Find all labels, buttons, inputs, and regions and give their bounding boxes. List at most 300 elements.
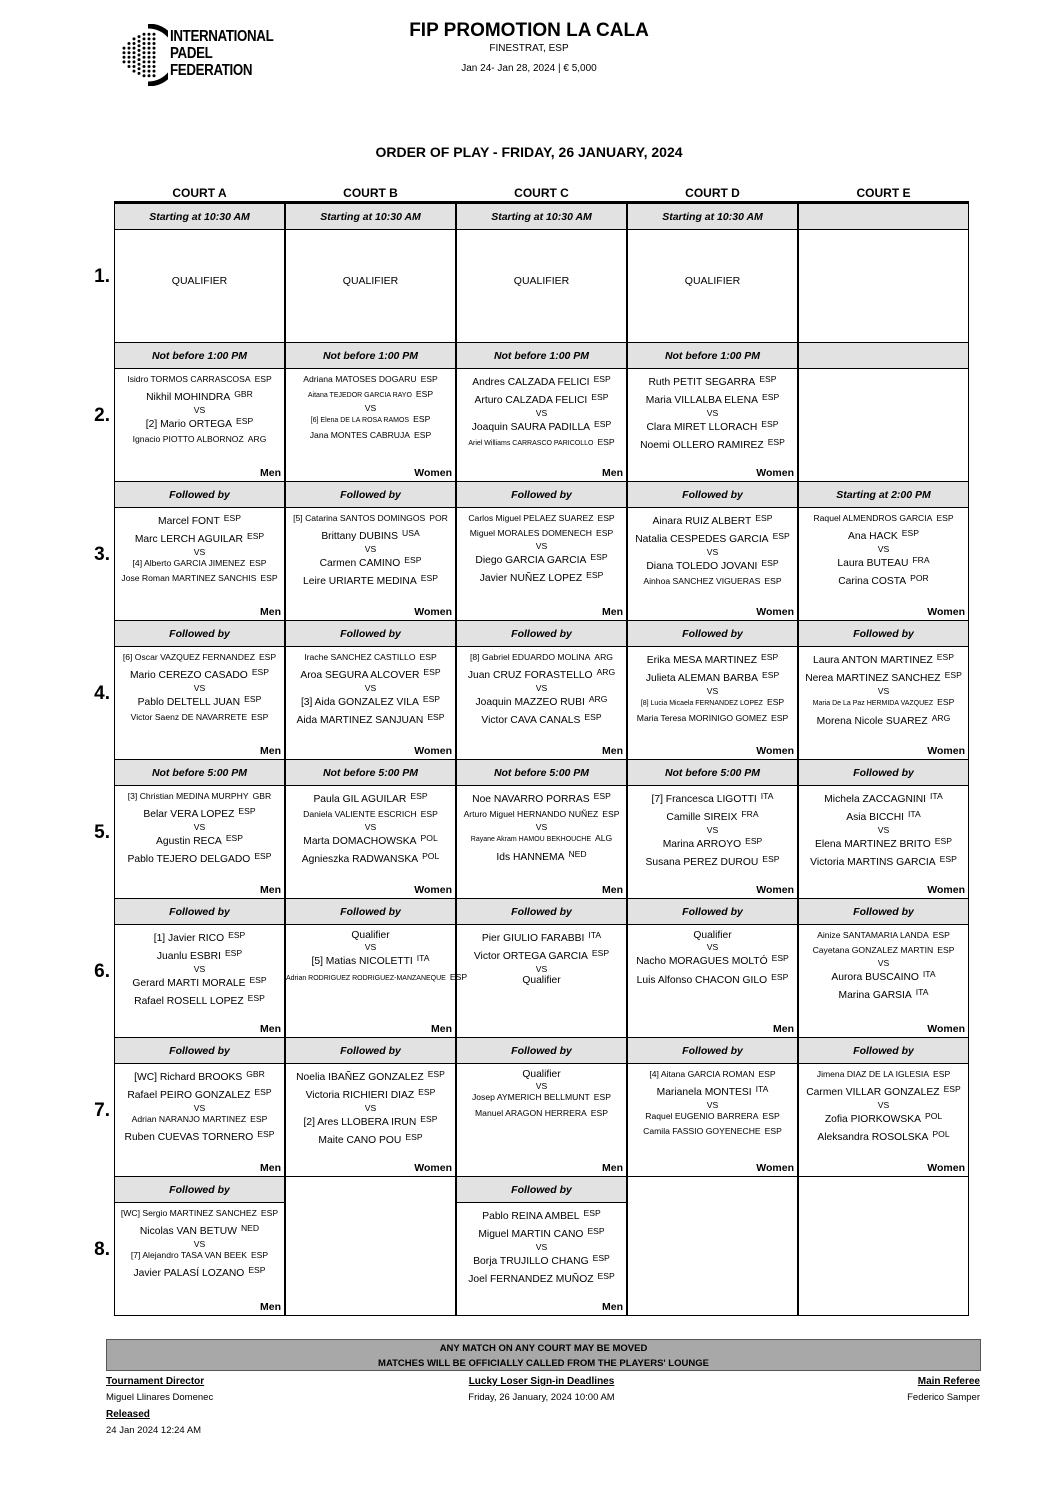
versus-label: VS — [535, 821, 548, 832]
player-name: Daniela VALIENTE ESCRICH — [303, 809, 417, 820]
start-time-label: Followed by — [628, 899, 797, 925]
match-players — [628, 650, 797, 727]
player-name: [2] Ares LLOBERA IRUN — [303, 1116, 417, 1128]
player-nationality: ESP — [934, 835, 952, 846]
player-nationality: ESP — [933, 1069, 951, 1079]
player-nationality: ESP — [223, 513, 241, 523]
player-nationality: ESP — [939, 854, 957, 865]
player-nationality: ESP — [761, 392, 780, 403]
player-line — [286, 1112, 455, 1130]
player-nationality: POL — [422, 851, 440, 862]
player-nationality: ITA — [588, 930, 602, 940]
player-line — [628, 1109, 797, 1124]
player-name: Mario CEREZO CASADO — [129, 670, 248, 682]
player-line — [286, 650, 455, 665]
player-nationality: ESP — [593, 1092, 611, 1103]
player-nationality: ARG — [247, 434, 267, 445]
player-nationality: ESP — [420, 573, 438, 584]
player-line — [115, 1263, 284, 1281]
match-cell — [456, 899, 627, 1038]
player-nationality: ESP — [422, 693, 441, 704]
player-nationality: ESP — [449, 971, 468, 982]
player-line — [628, 711, 797, 726]
player-nationality: ESP — [758, 1069, 776, 1079]
start-time-label: Starting at 10:30 AM — [115, 204, 284, 230]
player-name: Elena MARTINEZ BRITO — [815, 838, 931, 850]
player-name: [8] Gabriel EDUARDO MOLINA — [470, 652, 591, 662]
director-name: Miguel Llinares Domenec — [106, 1392, 214, 1403]
player-nationality: ESP — [592, 1252, 610, 1263]
player-name: Marcel FONT — [158, 516, 220, 527]
match-category: Men — [260, 745, 281, 757]
player-nationality: ITA — [915, 987, 929, 998]
player-name: Victor Saenz DE NAVARRETE — [130, 712, 248, 723]
versus-label: VS — [193, 963, 206, 974]
player-name: Rayane Akram HAMOU BEKHOUCHE — [470, 835, 591, 843]
player-name: Josep AYMERICH BELLMUNT — [471, 1092, 590, 1103]
match-category: Men — [773, 1023, 794, 1035]
player-line — [115, 789, 284, 804]
player-nationality: ESP — [248, 1265, 266, 1276]
player-line — [457, 789, 626, 807]
player-name: Aida MARTINEZ SANJUAN — [296, 715, 424, 727]
player-line — [457, 692, 626, 710]
match-cell — [798, 760, 969, 899]
player-name: Asia BICCHI — [846, 812, 905, 824]
player-nationality: ESP — [771, 953, 789, 964]
player-nationality: ESP — [761, 670, 780, 681]
released-label: Released — [106, 1409, 150, 1420]
player-name: Diana TOLEDO JOVANI — [646, 560, 758, 572]
player-line — [799, 807, 968, 825]
match-players — [115, 511, 284, 587]
player-nationality: ESP — [238, 806, 256, 817]
player-name: Adriana MATOSES DOGARU — [303, 374, 417, 384]
player-nationality: POR — [429, 513, 448, 523]
player-line — [457, 807, 626, 822]
player-line — [799, 834, 968, 852]
versus-label: VS — [535, 1241, 548, 1252]
match-category: Men — [431, 1023, 452, 1035]
player-name: Rafael PEIRO GONZALEZ — [127, 1090, 251, 1102]
player-name: Pier GIULIO FARABBI — [481, 933, 585, 944]
player-name: [6] Elena DE LA ROSA RAMOS — [310, 416, 410, 424]
player-line — [115, 372, 284, 387]
player-name: Leire URIARTE MEDINA — [303, 576, 417, 588]
notice-banner — [106, 1339, 981, 1371]
player-nationality: ESP — [764, 1126, 782, 1137]
player-name: Ruben CUEVAS TORNERO — [124, 1132, 254, 1144]
player-name: Nacho MORAGUES MOLTÓ — [636, 956, 768, 968]
match-players — [115, 650, 284, 726]
versus-label: VS — [706, 546, 719, 557]
player-nationality: FRA — [912, 554, 930, 565]
match-cell — [456, 621, 627, 760]
player-nationality: FRA — [741, 809, 759, 820]
player-name: Carina COSTA — [838, 576, 907, 588]
player-nationality: ESP — [427, 712, 445, 723]
player-name: [5] Matias NICOLETTI — [311, 956, 413, 968]
player-nationality: ESP — [586, 570, 604, 581]
player-nationality: ESP — [590, 1107, 608, 1118]
player-nationality: ESP — [247, 993, 265, 1004]
player-name: Aroa SEGURA ALCOVER — [300, 670, 420, 682]
player-nationality: ITA — [760, 791, 774, 801]
qualifier-label: QUALIFIER — [342, 275, 399, 287]
versus-label: VS — [535, 540, 548, 551]
player-line — [628, 668, 797, 686]
schedule-row — [94, 621, 969, 760]
match-cell — [798, 1177, 969, 1316]
player-line — [457, 847, 626, 865]
start-time-label: Not before 1:00 PM — [457, 343, 626, 369]
player-name: [3] Aida GONZALEZ VILA — [300, 696, 419, 708]
player-line — [799, 1067, 968, 1082]
player-name: [3] Christian MEDINA MURPHY — [127, 791, 249, 801]
player-nationality: ESP — [762, 854, 780, 865]
player-nationality: ESP — [418, 1087, 436, 1098]
player-line — [457, 710, 626, 728]
player-line — [628, 556, 797, 574]
versus-label: VS — [877, 824, 890, 835]
player-name: [4] Aitana GARCIA ROMAN — [649, 1069, 755, 1079]
player-name: Luis Alfonso CHACON GILO — [636, 974, 768, 986]
match-category: Men — [602, 467, 623, 479]
court-header-a: COURT A — [172, 186, 227, 200]
player-name: Brittany DUBINS — [321, 531, 398, 543]
player-name: Arturo CALZADA FELICI — [474, 395, 588, 407]
player-name: Miguel MORALES DOMENECH — [469, 528, 593, 539]
start-time-label: Followed by — [457, 1038, 626, 1064]
player-name: Zofia PIORKOWSKA — [824, 1113, 921, 1125]
player-name: Qualifier — [522, 974, 561, 986]
logo-line-2: PADEL — [170, 45, 213, 62]
player-nationality: ESP — [936, 652, 954, 662]
player-nationality: ESP — [587, 1226, 605, 1237]
player-line — [457, 1224, 626, 1242]
start-time-label: Not before 1:00 PM — [628, 343, 797, 369]
player-line — [115, 414, 284, 432]
match-players — [799, 650, 968, 730]
match-category: Women — [927, 1162, 965, 1174]
player-nationality: ESP — [419, 652, 437, 662]
player-nationality: NED — [568, 849, 587, 860]
player-name: Maite CANO POU — [318, 1135, 402, 1147]
tournament-title: FIP PROMOTION LA CALA — [409, 20, 649, 41]
match-players — [457, 1206, 626, 1288]
versus-label: VS — [706, 824, 719, 835]
player-name: Pablo TEJERO DELGADO — [127, 854, 251, 866]
player-name: Pablo REINA AMBEL — [482, 1211, 580, 1222]
player-line — [115, 665, 284, 683]
player-line — [115, 804, 284, 822]
player-name: Paula GIL AGUILAR — [313, 794, 407, 805]
player-name: Julieta ALEMAN BARBA — [645, 673, 758, 685]
match-category: Women — [927, 745, 965, 757]
player-line — [286, 553, 455, 571]
schedule-row — [94, 1177, 969, 1316]
versus-label: VS — [706, 1099, 719, 1110]
match-category: Men — [602, 1162, 623, 1174]
schedule-row — [94, 482, 969, 621]
start-time-label: Followed by — [799, 1038, 968, 1064]
player-name: Jimena DIAZ DE LA IGLESIA — [816, 1069, 930, 1079]
match-category: Men — [602, 606, 623, 618]
player-nationality: ESP — [413, 413, 431, 424]
player-nationality: ESP — [597, 1271, 615, 1282]
match-cell — [114, 899, 285, 1038]
player-name: Pablo DELTELL JUAN — [137, 696, 241, 708]
match-cell — [798, 899, 969, 1038]
match-cell — [627, 621, 798, 760]
match-players — [628, 789, 797, 871]
player-name: Carmen CAMINO — [319, 557, 401, 569]
match-category: Women — [756, 884, 794, 896]
match-cell — [627, 1038, 798, 1177]
start-time-label: Starting at 10:30 AM — [628, 204, 797, 230]
player-name: [1] Javier RICO — [153, 933, 225, 944]
player-name: Jana MONTES CABRUJA — [309, 430, 411, 441]
versus-label: VS — [364, 1102, 377, 1113]
start-time-label: Followed by — [628, 482, 797, 508]
court-header-b: COURT B — [343, 186, 398, 200]
player-name: Laura ANTON MARTINEZ — [813, 655, 933, 666]
player-line — [457, 526, 626, 541]
player-nationality: ARG — [931, 713, 951, 724]
player-nationality: ESP — [251, 667, 270, 678]
order-of-play-title: ORDER OF PLAY - FRIDAY, 26 JANUARY, 2024 — [375, 144, 683, 160]
player-name: Irache SANCHEZ CASTILLO — [304, 652, 416, 662]
player-name: Ariel Williams CARRASCO PARICOLLO — [468, 440, 594, 448]
match-players — [286, 650, 455, 729]
player-name: Ainize SANTAMARIA LANDA — [817, 930, 929, 940]
player-nationality: ITA — [930, 791, 943, 801]
player-line — [115, 1221, 284, 1239]
player-name: Carmen VILLAR GONZALEZ — [806, 1087, 940, 1099]
versus-label: VS — [364, 821, 377, 832]
versus-label: VS — [193, 404, 206, 415]
row-number: 6. — [94, 961, 110, 982]
player-nationality: ALG — [595, 832, 613, 843]
player-line — [628, 834, 797, 852]
notice-line-1: ANY MATCH ON ANY COURT MAY BE MOVED — [439, 1343, 648, 1354]
logo-line-1: INTERNATIONAL — [170, 28, 274, 45]
player-name: Qualifier — [351, 930, 390, 941]
match-players — [457, 511, 626, 587]
match-cell — [627, 1177, 798, 1316]
match-players — [457, 372, 626, 452]
start-time-label: Followed by — [115, 621, 284, 647]
match-players — [115, 372, 284, 448]
player-name: Joaquin SAURA PADILLA — [471, 421, 591, 433]
player-line — [628, 650, 797, 668]
player-nationality: ESP — [745, 835, 763, 846]
row-number: 1. — [94, 266, 110, 287]
schedule-row — [94, 204, 969, 343]
player-nationality: ESP — [244, 693, 262, 704]
player-line — [628, 807, 797, 825]
player-nationality: ESP — [596, 528, 614, 539]
player-line — [115, 1067, 284, 1085]
player-name: Raquel ALMENDROS GARCIA — [813, 513, 933, 523]
player-nationality: ESP — [250, 1249, 269, 1260]
match-category: Men — [602, 745, 623, 757]
match-cell — [285, 343, 456, 482]
match-category: Women — [414, 1162, 452, 1174]
player-line — [286, 849, 455, 867]
player-name: Clara MIRET LLORACH — [646, 421, 758, 433]
player-line — [799, 1109, 968, 1127]
start-time-label — [799, 204, 968, 230]
player-line — [286, 387, 455, 403]
player-nationality: ESP — [415, 389, 434, 400]
match-cell — [798, 343, 969, 482]
player-name: Adrian NARANJO MARTINEZ — [131, 1113, 247, 1124]
match-cell — [114, 204, 285, 343]
deadline-value: Friday, 26 January, 2024 10:00 AM — [468, 1392, 615, 1403]
match-players — [628, 372, 797, 454]
match-cell — [456, 204, 627, 343]
match-cell — [285, 482, 456, 621]
match-category: Men — [260, 1023, 281, 1035]
match-cell — [798, 621, 969, 760]
player-name: Ainhoa SANCHEZ VIGUERAS — [643, 576, 761, 587]
player-name: Noe NAVARRO PORRAS — [472, 794, 590, 805]
start-time-label: Followed by — [286, 482, 455, 508]
match-players — [457, 789, 626, 866]
match-players — [628, 928, 797, 988]
player-nationality: ESP — [755, 513, 773, 523]
match-players — [286, 789, 455, 868]
player-nationality: ESP — [246, 531, 265, 542]
start-time-label: Followed by — [457, 482, 626, 508]
player-name: Victoria RICHIERI DIAZ — [305, 1090, 415, 1102]
match-category: Women — [414, 606, 452, 618]
player-name: Victor ORTEGA GARCIA — [473, 951, 588, 963]
logo-line-3: FEDERATION — [170, 62, 253, 79]
start-time-label: Not before 5:00 PM — [115, 760, 284, 786]
player-line — [457, 650, 626, 665]
player-line — [286, 692, 455, 710]
match-players — [286, 511, 455, 590]
versus-label: VS — [706, 407, 719, 418]
player-nationality: ITA — [416, 953, 430, 964]
start-time-label: Not before 1:00 PM — [115, 343, 284, 369]
row-number: 8. — [94, 1239, 110, 1260]
player-nationality: ITA — [908, 809, 921, 820]
player-line — [457, 1251, 626, 1269]
player-nationality: ESP — [761, 418, 779, 429]
match-cell — [456, 1038, 627, 1177]
player-line — [628, 417, 797, 435]
player-nationality: ESP — [937, 945, 955, 956]
match-category: Men — [602, 884, 623, 896]
player-nationality: POL — [924, 1110, 943, 1121]
player-name: Aitana TEJEDOR GARCIA RAYO — [307, 392, 412, 400]
versus-label: VS — [706, 942, 719, 953]
player-line — [286, 951, 455, 969]
match-category: Women — [414, 745, 452, 757]
player-line — [286, 1085, 455, 1103]
player-line — [115, 511, 284, 529]
player-line — [457, 831, 626, 847]
player-name: Camille SIREIX — [666, 812, 738, 824]
player-line — [457, 1067, 626, 1082]
match-cell — [114, 343, 285, 482]
player-line — [115, 432, 284, 447]
player-line — [115, 556, 284, 571]
player-nationality: ESP — [420, 1113, 438, 1124]
match-category: Men — [260, 1301, 281, 1313]
player-nationality: GBR — [252, 791, 272, 801]
versus-label: VS — [364, 402, 377, 413]
match-cell — [114, 621, 285, 760]
player-nationality: NED — [240, 1223, 260, 1234]
player-line — [799, 668, 968, 686]
player-name: [2] Mario ORTEGA — [145, 418, 232, 430]
match-players — [286, 1067, 455, 1149]
match-cell — [114, 760, 285, 899]
player-name: Ainara RUIZ ALBERT — [652, 516, 752, 527]
player-line — [286, 511, 455, 526]
player-nationality: ESP — [594, 418, 612, 429]
player-name: [6] Oscar VAZQUEZ FERNANDEZ — [122, 652, 255, 662]
player-line — [457, 946, 626, 964]
player-line — [799, 789, 968, 807]
player-line — [115, 946, 284, 964]
player-nationality: ESP — [249, 974, 267, 985]
player-nationality: ESP — [766, 696, 785, 707]
start-time-label: Starting at 10:30 AM — [457, 204, 626, 230]
match-cell — [456, 343, 627, 482]
player-line — [628, 970, 797, 988]
start-time-label: Followed by — [115, 899, 284, 925]
start-time-label: Followed by — [115, 482, 284, 508]
player-nationality: ARG — [596, 667, 616, 678]
notice-line-2: MATCHES WILL BE OFFICIALLY CALLED FROM THE PLAYERS' LOUNGE — [378, 1358, 709, 1369]
player-nationality: ESP — [772, 531, 790, 542]
player-nationality: ESP — [258, 652, 277, 662]
player-name: Natalia CESPEDES GARCIA — [635, 534, 769, 546]
match-cell — [114, 482, 285, 621]
player-name: Camila FASSIO GOYENECHE — [643, 1126, 761, 1137]
player-name: Aurora BUSCAINO — [831, 971, 919, 983]
player-nationality: ESP — [224, 948, 243, 959]
match-category: Men — [260, 884, 281, 896]
player-line — [799, 650, 968, 668]
match-cell — [285, 1177, 456, 1316]
start-time-label: Followed by — [628, 1038, 797, 1064]
player-name: Marianela MONTESI — [656, 1087, 752, 1099]
player-line — [628, 574, 797, 589]
player-nationality: POL — [420, 832, 438, 843]
match-cell — [798, 1038, 969, 1177]
player-name: Juanlu ESBRI — [156, 951, 221, 963]
player-name: Borja TRUJILLO CHANG — [473, 1255, 589, 1267]
player-name: [WC] Sergio MARTINEZ SANCHEZ — [120, 1208, 257, 1218]
player-line — [628, 390, 797, 408]
player-name: Noemi OLLERO RAMIREZ — [640, 440, 764, 452]
player-line — [457, 1106, 626, 1121]
player-nationality: ITA — [922, 968, 936, 979]
start-time-label: Not before 5:00 PM — [628, 760, 797, 786]
match-players — [115, 1067, 284, 1146]
match-players — [799, 789, 968, 871]
match-category: Women — [756, 745, 794, 757]
player-line — [286, 710, 455, 728]
player-name: Maria VILLALBA ELENA — [645, 395, 758, 407]
versus-label: VS — [193, 682, 206, 693]
